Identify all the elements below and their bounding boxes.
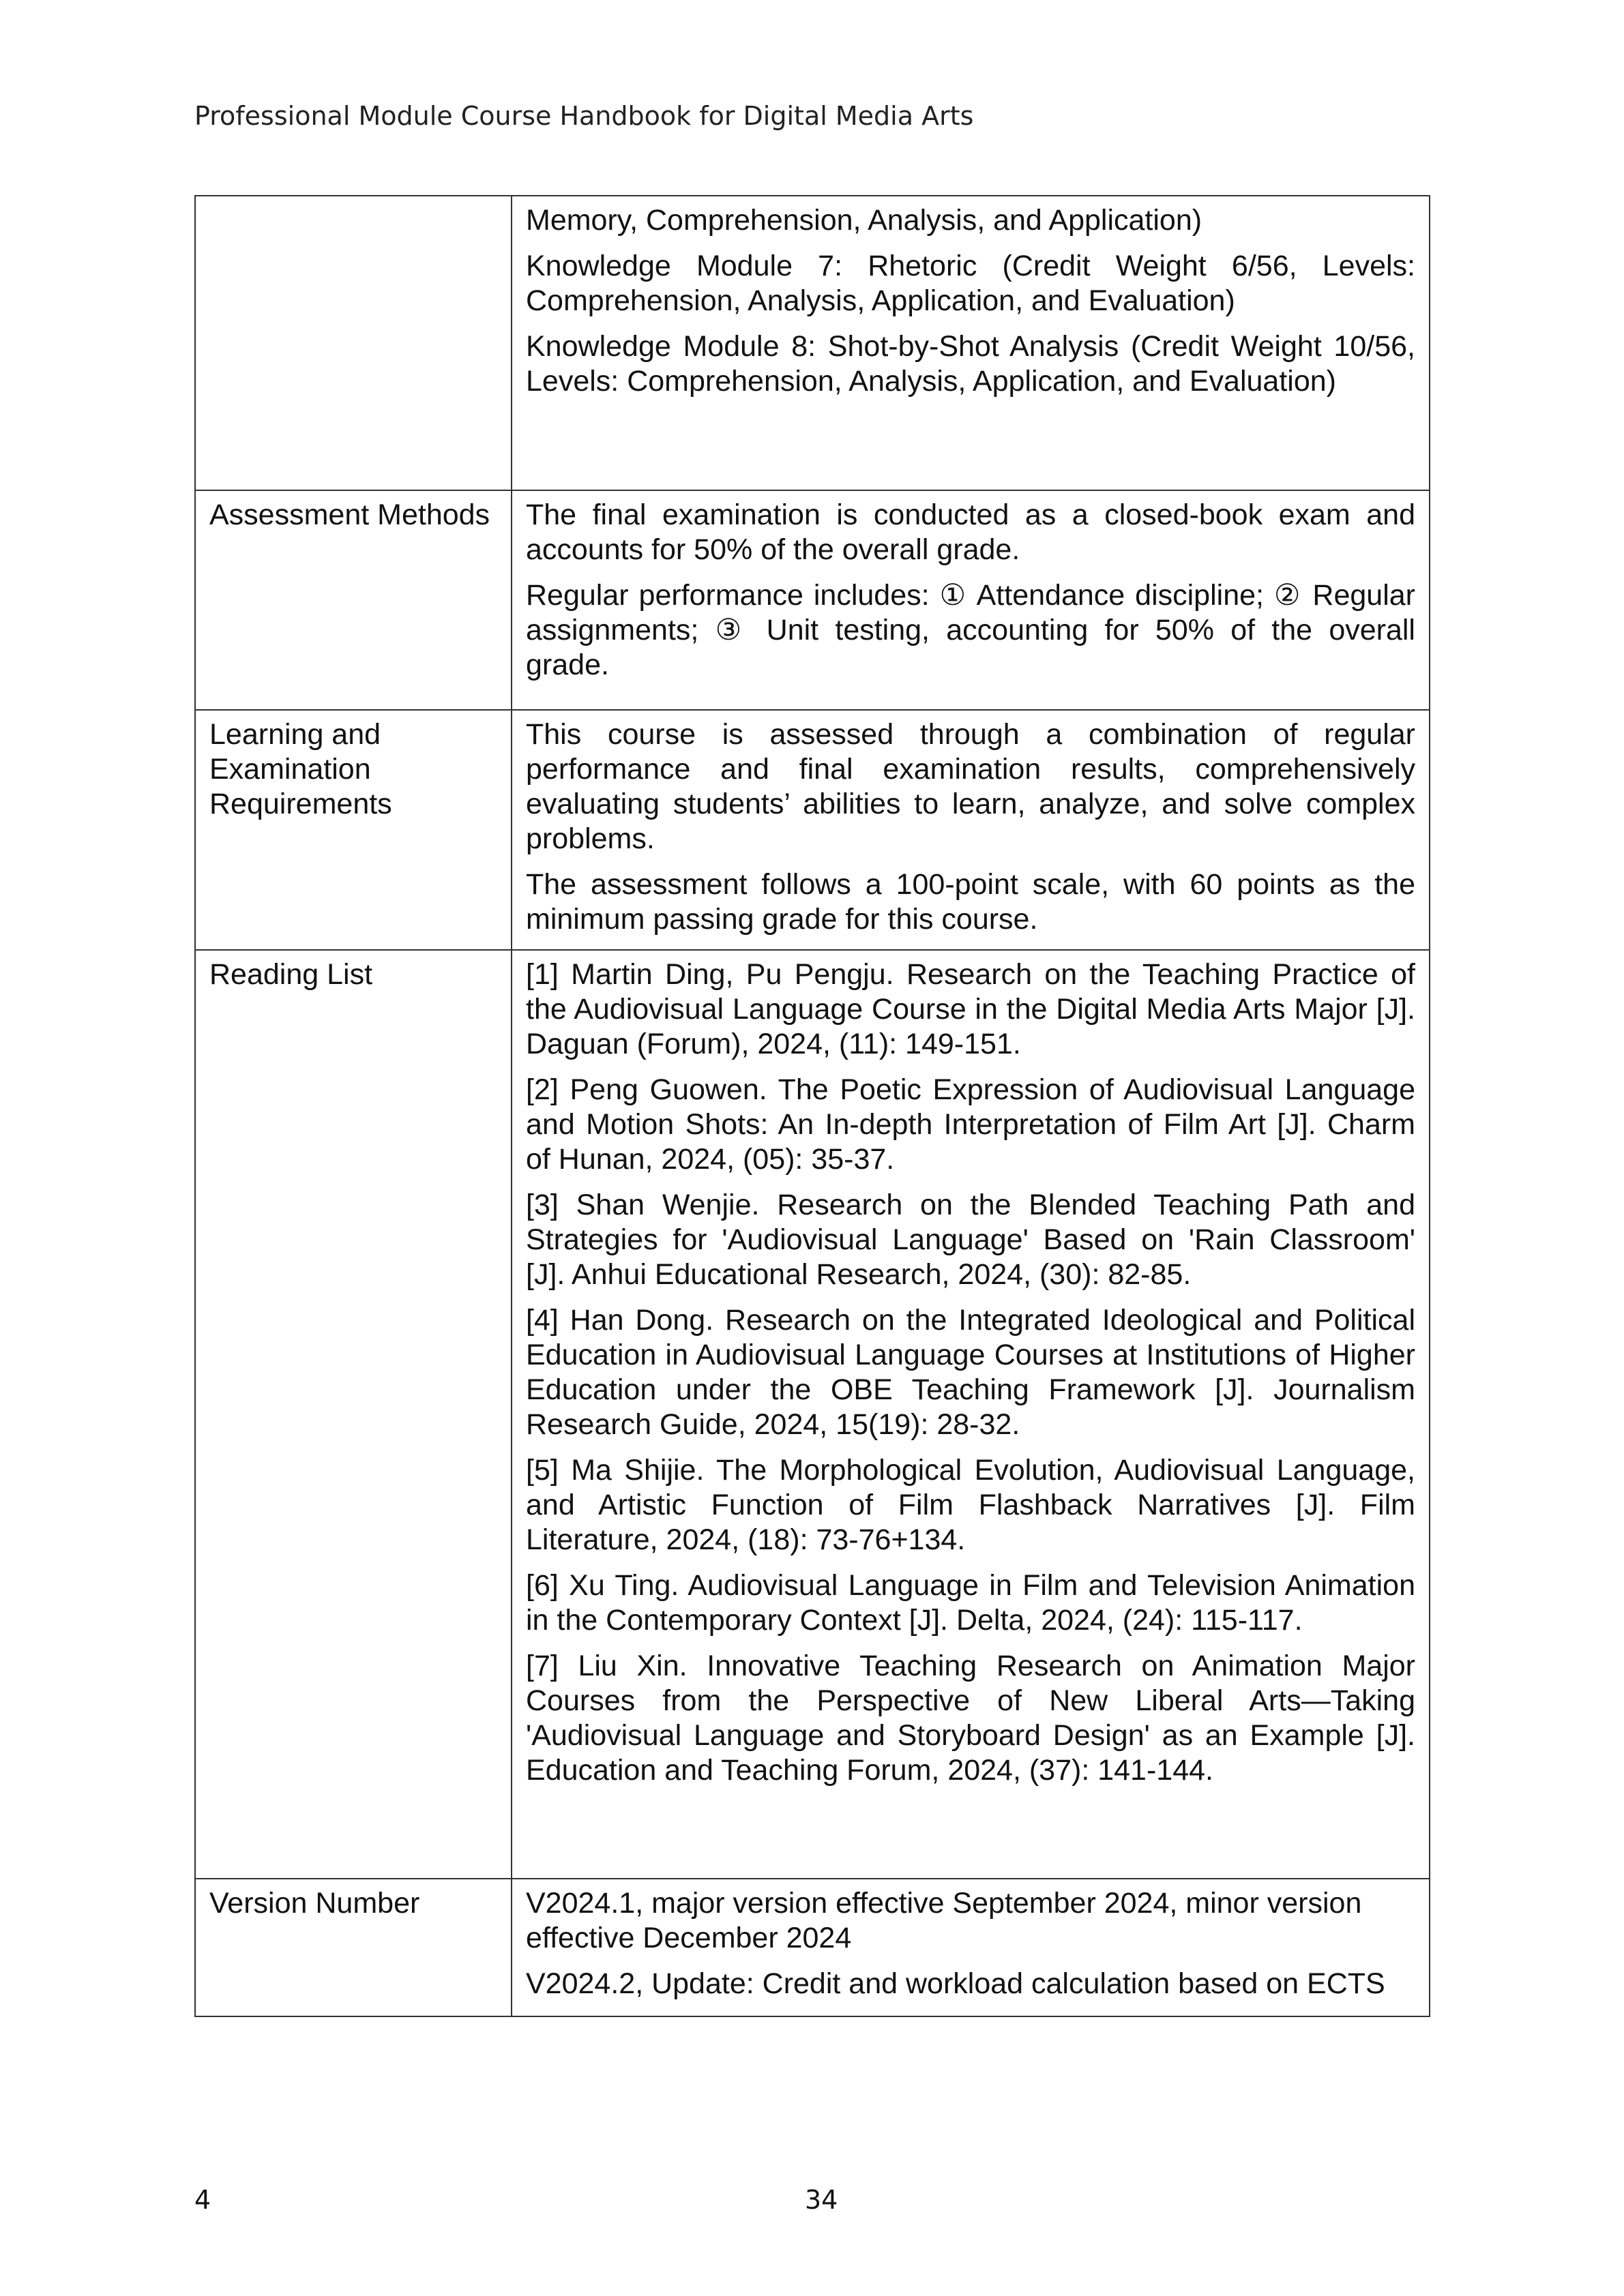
reference-item: [7] Liu Xin. Innovative Teaching Research on Animation Major Courses from the Perspective of New Liberal Arts—Taking 'Audiovisual Language and Storyboard Design' as an Example [J]. Education and Teaching Forum, 2024, (37): 141-144. — [526, 1650, 1415, 1787]
paragraph: Memory, Comprehension, Analysis, and Application) — [526, 204, 1202, 237]
row-label: Assessment Methods — [195, 490, 512, 710]
table-row — [195, 710, 1430, 950]
row-content — [512, 490, 1430, 710]
paragraph: Knowledge Module 8: Shot-by-Shot Analysis (Credit Weight 10/56, Levels: Comprehension, Analysis, Application, and Evaluation) — [526, 330, 1415, 398]
row-label: Version Number — [195, 1879, 512, 2016]
table-row — [195, 950, 1430, 1879]
footer-left-number: 4 — [194, 2185, 211, 2215]
paragraph: Regular performance includes: ① Attendance discipline; ② Regular assignments; ③ Unit testing, accounting for 50% of the overall grade. — [526, 579, 1415, 681]
table-row — [195, 196, 1430, 490]
paragraph: V2024.1, major version effective September 2024, minor version effective December 2024 — [526, 1887, 1362, 1954]
row-content — [512, 196, 1430, 490]
course-info-table — [194, 195, 1430, 2017]
table-row — [195, 1879, 1430, 2016]
paragraph: The final examination is conducted as a closed-book exam and accounts for 50% of the overall grade. — [526, 498, 1415, 566]
reference-item: [4] Han Dong. Research on the Integrated Ideological and Political Education in Audiovisual Language Courses at Institutions of Higher Education under the OBE Teaching Framework [J]. Journalism Research Guide, 2024, 15(19): 28-32. — [526, 1304, 1415, 1441]
paragraph: Knowledge Module 7: Rhetoric (Credit Weight 6/56, Levels: Comprehension, Analysis, Application, and Evaluation) — [526, 250, 1415, 317]
row-label: Reading List — [195, 950, 512, 1879]
paragraph: This course is assessed through a combination of regular performance and final examination results, comprehensively evaluating students’ abilities to learn, analyze, and solve complex problems. — [526, 718, 1415, 855]
reference-item: [5] Ma Shijie. The Morphological Evolution, Audiovisual Language, and Artistic Function of Film Flashback Narratives [J]. Film Literature, 2024, (18): 73-76+134. — [526, 1454, 1415, 1556]
row-content — [512, 1879, 1430, 2016]
row-content — [512, 710, 1430, 950]
page-number: 34 — [805, 2185, 838, 2215]
running-header: Professional Module Course Handbook for Digital Media Arts — [194, 101, 974, 131]
reference-item: [6] Xu Ting. Audiovisual Language in Film and Television Animation in the Contemporary Context [J]. Delta, 2024, (24): 115-117. — [526, 1569, 1415, 1637]
paragraph: V2024.2, Update: Credit and workload calculation based on ECTS — [526, 1967, 1385, 2000]
reference-item: [2] Peng Guowen. The Poetic Expression of Audiovisual Language and Motion Shots: An In-depth Interpretation of Film Art [J]. Charm of Hunan, 2024, (05): 35-37. — [526, 1073, 1415, 1176]
reference-item: [3] Shan Wenjie. Research on the Blended Teaching Path and Strategies for 'Audiovisual Language' Based on 'Rain Classroom' [J]. Anhui Educational Research, 2024, (30): 82-85. — [526, 1189, 1415, 1291]
row-label: Learning and Examination Requirements — [195, 710, 512, 950]
row-content — [512, 950, 1430, 1879]
reference-item: [1] Martin Ding, Pu Pengju. Research on the Teaching Practice of the Audiovisual Language Course in the Digital Media Arts Major [J]. Daguan (Forum), 2024, (11): 149-151. — [526, 958, 1415, 1060]
paragraph: The assessment follows a 100-point scale, with 60 points as the minimum passing grade for this course. — [526, 868, 1415, 936]
row-label — [195, 196, 512, 490]
table-row — [195, 490, 1430, 710]
